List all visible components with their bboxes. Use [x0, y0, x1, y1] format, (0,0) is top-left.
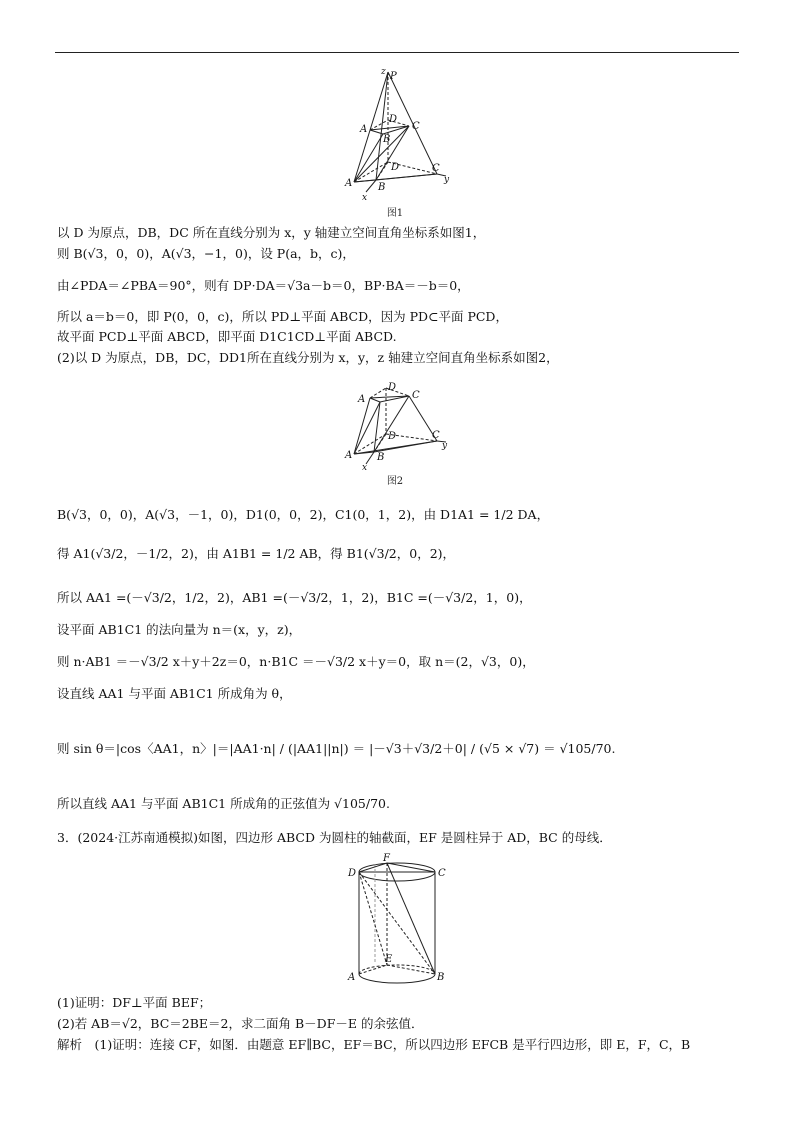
figure-2-diagram [340, 376, 450, 471]
text-line-12: 设直线 AA1 与平面 AB1C1 所成角为 θ， [57, 686, 292, 701]
svg-text:y: y [444, 175, 450, 185]
text-line-16: (1)证明：DF⊥平面 BEF； [57, 995, 212, 1010]
text-line-6: (2)以 D 为原点，DB，DC，DD1所在直线分别为 x，y，z 轴建立空间直角坐标系如图2， [57, 350, 559, 365]
text-line-10: 设平面 AB1C1 的法向量为 n＝(x，y，z)， [57, 622, 302, 637]
figure-2-caption: 图2 [386, 476, 404, 487]
svg-text:A: A [358, 394, 366, 405]
svg-text:y: y [442, 441, 448, 451]
svg-text:A: A [348, 972, 356, 983]
text-line-1: 以 D 为原点，DB，DC 所在直线分别为 x，y 轴建立空间直角坐标系如图1， [57, 225, 486, 240]
text-line-3: 由∠PDA＝∠PBA＝90°，则有 DP·DA＝√3a－b＝0，BP·BA＝－b＝0， [57, 278, 470, 293]
svg-text:B: B [437, 972, 445, 983]
svg-text:F: F [383, 853, 390, 864]
svg-text:A: A [345, 450, 353, 461]
text-line-8: 得 A1(√3/2，－1/2，2)，由 A1B1 = 1/2 AB，得 B1(√3/2，0，2)， [57, 546, 456, 561]
svg-text:B: B [383, 134, 391, 145]
svg-text:C: C [438, 868, 446, 879]
text-line-4: 所以 a＝b＝0，即 P(0，0，c)，所以 PD⊥平面 ABCD，因为 PD⊂平面 PCD， [57, 309, 508, 324]
svg-text:P: P [390, 71, 397, 82]
figure-1 [340, 62, 450, 218]
text-line-17: (2)若 AB＝√2，BC＝2BE＝2，求二面角 B－DF－E 的余弦值． [57, 1016, 424, 1031]
text-line-9: 所以 AA1 =(－√3/2，1/2，2)，AB1 =(－√3/2，1，2)，B1C =(－√3/2，1，0)， [57, 590, 532, 605]
svg-text:D: D [348, 868, 357, 879]
text-line-2: 则 B(√3，0，0)，A(√3，−1，0)，设 P(a，b，c)， [57, 246, 355, 261]
figure-2 [340, 376, 450, 486]
text-line-14: 所以直线 AA1 与平面 AB1C1 所成角的正弦值为 √105/70. [57, 796, 390, 811]
svg-text:E: E [385, 954, 393, 965]
figure-1-diagram [340, 62, 450, 207]
text-line-7: B(√3，0，0)，A(√3，－1，0)，D1(0，0，2)，C1(0，1，2)，由 D1A1 = 1/2 DA， [57, 507, 550, 522]
text-line-5: 故平面 PCD⊥平面 ABCD，即平面 D1C1CD⊥平面 ABCD. [57, 329, 397, 344]
svg-text:z: z [381, 67, 386, 77]
text-line-11: 则 n·AB1 ＝－√3/2 x＋y＋2z＝0，n·B1C ＝－√3/2 x＋y＝0，取 n＝(2，√3，0)， [57, 654, 535, 669]
svg-text:C: C [432, 163, 440, 174]
svg-text:C: C [432, 430, 440, 441]
figure-3 [345, 852, 450, 987]
svg-text:A: A [345, 178, 353, 189]
figure-3-diagram [345, 852, 450, 987]
svg-text:D: D [388, 431, 397, 442]
svg-text:D: D [388, 382, 397, 393]
text-line-18: 解析 (1)证明：连接 CF，如图．由题意 EF∥BC，EF＝BC，所以四边形 EFCB 是平行四边形，即 E，F，C，B [57, 1037, 691, 1052]
svg-text:C: C [412, 121, 420, 132]
svg-text:x: x [362, 463, 368, 471]
svg-text:B: B [378, 182, 386, 193]
svg-text:D: D [391, 162, 400, 173]
figure-1-caption: 图1 [386, 208, 404, 219]
svg-text:A: A [360, 124, 368, 135]
text-line-13: 则 sin θ＝|cos〈AA1，n〉|＝|AA1·n| / (|AA1||n|) ＝ |－√3＋√3/2＋0| / (√5 × √7) ＝ √105/70. [57, 741, 616, 756]
svg-text:D: D [389, 114, 398, 125]
svg-text:x: x [362, 193, 368, 203]
header-rule [55, 52, 739, 53]
svg-text:C: C [412, 390, 420, 401]
svg-text:B: B [377, 452, 385, 463]
text-line-15: 3．(2024·江苏南通模拟)如图，四边形 ABCD 为圆柱的轴截面，EF 是圆柱异于 AD，BC 的母线． [57, 830, 612, 845]
